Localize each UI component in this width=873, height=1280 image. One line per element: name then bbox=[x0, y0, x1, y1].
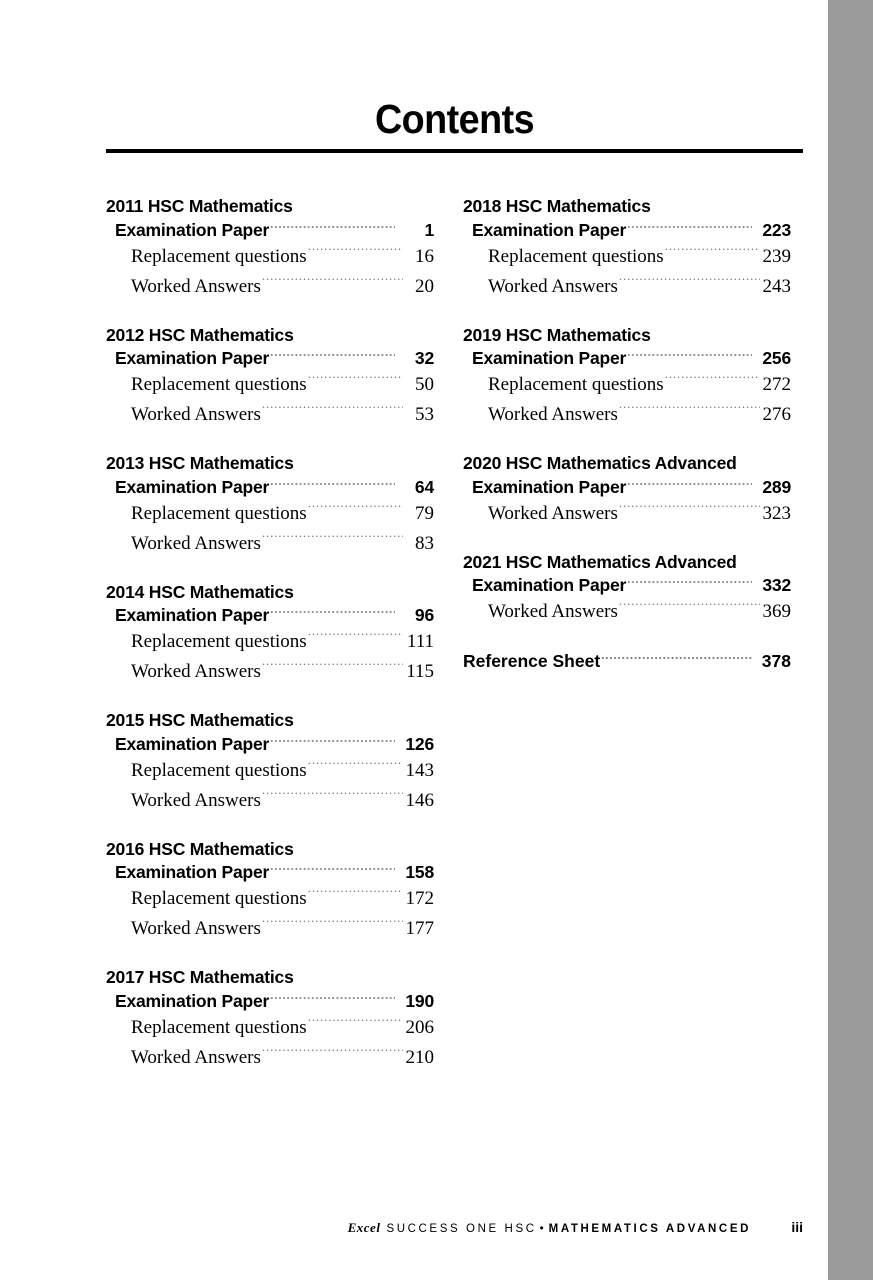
contents-right-column bbox=[463, 195, 791, 673]
dot-leader bbox=[308, 757, 403, 776]
toc-entry[interactable] bbox=[463, 400, 791, 430]
toc-entry-page-number: 177 bbox=[405, 918, 434, 939]
toc-entry[interactable] bbox=[106, 272, 434, 302]
toc-entry-page-number: 276 bbox=[762, 404, 791, 425]
toc-heading-line-2 bbox=[106, 347, 434, 371]
footer-brand: Excel bbox=[347, 1220, 381, 1235]
toc-heading-page-number: 332 bbox=[762, 575, 791, 595]
toc-block bbox=[106, 581, 434, 688]
dot-leader bbox=[619, 273, 760, 292]
toc-heading-page-number: 1 bbox=[424, 219, 434, 240]
toc-entry-page-number: 53 bbox=[415, 404, 434, 425]
toc-heading-page-number: 289 bbox=[762, 476, 791, 497]
toc-heading-line-2 bbox=[106, 989, 434, 1013]
page-title: Contents bbox=[374, 96, 535, 142]
dot-leader bbox=[262, 658, 403, 677]
dot-leader bbox=[270, 218, 395, 236]
toc-heading-label: Examination Paper bbox=[472, 575, 627, 595]
dot-leader bbox=[627, 218, 752, 236]
toc-entry-label: Worked Answers bbox=[131, 789, 261, 811]
toc-heading-page-number: 126 bbox=[405, 733, 434, 754]
dot-leader bbox=[627, 347, 752, 365]
toc-entry-label: Replacement questions bbox=[131, 759, 307, 781]
dot-leader bbox=[270, 732, 395, 750]
toc-block bbox=[106, 324, 434, 431]
toc-entry[interactable] bbox=[106, 1013, 434, 1043]
toc-entry-label: Worked Answers bbox=[131, 404, 261, 425]
title-divider bbox=[106, 149, 803, 153]
toc-heading-line-2 bbox=[106, 218, 434, 242]
toc-entry-page-number: 143 bbox=[405, 759, 434, 781]
dot-leader bbox=[619, 598, 760, 617]
toc-entry-label: Worked Answers bbox=[488, 275, 618, 297]
toc-entry-label: Replacement questions bbox=[131, 502, 307, 524]
dot-leader bbox=[665, 243, 760, 262]
toc-heading-line-2 bbox=[106, 861, 434, 885]
toc-entry-label: Replacement questions bbox=[488, 374, 664, 395]
dot-leader bbox=[270, 604, 395, 622]
toc-entry[interactable] bbox=[463, 597, 791, 627]
dot-leader bbox=[308, 885, 403, 904]
dot-leader bbox=[262, 401, 403, 420]
toc-entry[interactable] bbox=[463, 370, 791, 400]
toc-entry-label: Replacement questions bbox=[488, 245, 664, 267]
toc-heading[interactable] bbox=[106, 581, 434, 628]
toc-heading-line-1: 2014 HSC Mathematics bbox=[106, 581, 294, 602]
toc-entry-label: Worked Answers bbox=[488, 601, 618, 622]
toc-heading-label: Examination Paper bbox=[115, 990, 270, 1011]
toc-entry[interactable] bbox=[106, 499, 434, 529]
toc-entry[interactable] bbox=[463, 242, 791, 272]
footer-subject: MATHEMATICS ADVANCED bbox=[548, 1223, 751, 1235]
toc-entry-page-number: 172 bbox=[405, 888, 434, 909]
toc-heading[interactable] bbox=[106, 452, 434, 499]
toc-entry-label: Replacement questions bbox=[131, 245, 307, 267]
dot-leader bbox=[601, 649, 752, 667]
toc-entry-page-number: 206 bbox=[405, 1016, 434, 1038]
toc-entry-label: Replacement questions bbox=[131, 1016, 307, 1038]
toc-entry-page-number: 272 bbox=[762, 374, 791, 395]
dot-leader bbox=[308, 500, 403, 519]
toc-heading-line-1: 2021 HSC Mathematics Advanced bbox=[463, 551, 737, 572]
dot-leader bbox=[308, 628, 403, 647]
toc-heading[interactable] bbox=[106, 966, 434, 1013]
toc-entry-page-number: 210 bbox=[405, 1046, 434, 1068]
toc-heading[interactable] bbox=[106, 838, 434, 885]
toc-entry-page-number: 239 bbox=[762, 245, 791, 267]
toc-heading-line-2 bbox=[106, 732, 434, 756]
toc-heading[interactable] bbox=[463, 324, 791, 371]
toc-heading-line-1: 2016 HSC Mathematics bbox=[106, 838, 294, 859]
toc-heading-label: Examination Paper bbox=[115, 219, 270, 240]
toc-heading-page-number: 223 bbox=[762, 219, 791, 240]
dot-leader bbox=[262, 530, 403, 549]
dot-leader bbox=[262, 273, 403, 292]
toc-entry-label: Worked Answers bbox=[131, 661, 261, 682]
toc-heading[interactable] bbox=[463, 452, 791, 499]
toc-entry-page-number: 83 bbox=[415, 532, 434, 554]
toc-heading-page-number: 32 bbox=[414, 348, 434, 368]
toc-heading-page-number: 96 bbox=[414, 605, 434, 625]
dot-leader bbox=[308, 1014, 403, 1033]
toc-entry-page-number: 323 bbox=[762, 502, 791, 524]
dot-leader bbox=[619, 401, 760, 420]
toc-heading-line-2 bbox=[106, 604, 434, 628]
toc-entry-page-number: 115 bbox=[406, 661, 434, 682]
toc-heading-line-1: 2020 HSC Mathematics Advanced bbox=[463, 453, 737, 473]
toc-entry-label: Replacement questions bbox=[131, 888, 307, 909]
toc-heading[interactable] bbox=[106, 709, 434, 756]
dot-leader bbox=[262, 915, 403, 934]
toc-heading-line-1: 2015 HSC Mathematics bbox=[106, 710, 294, 730]
toc-heading[interactable] bbox=[106, 195, 434, 242]
toc-heading-label: Examination Paper bbox=[472, 219, 627, 240]
toc-heading-line-2 bbox=[463, 574, 791, 598]
toc-entry-label: Worked Answers bbox=[131, 918, 261, 939]
toc-heading-line-1: 2013 HSC Mathematics bbox=[106, 453, 294, 473]
contents-left-column bbox=[106, 195, 434, 1095]
toc-heading-label: Examination Paper bbox=[115, 733, 270, 754]
toc-heading-line-1: 2011 HSC Mathematics bbox=[106, 196, 293, 216]
toc-entry[interactable] bbox=[106, 756, 434, 786]
toc-entry[interactable] bbox=[106, 786, 434, 816]
toc-heading[interactable] bbox=[463, 195, 791, 242]
toc-entry[interactable] bbox=[463, 499, 791, 529]
toc-block bbox=[106, 709, 434, 816]
toc-entry[interactable] bbox=[106, 1043, 434, 1073]
dot-leader bbox=[627, 574, 752, 592]
dot-leader bbox=[262, 787, 403, 806]
toc-entry[interactable] bbox=[106, 914, 434, 944]
toc-heading-line-1: 2017 HSC Mathematics bbox=[106, 967, 294, 987]
toc-heading-label: Examination Paper bbox=[115, 348, 270, 368]
toc-block bbox=[106, 195, 434, 302]
toc-reference-sheet-label: Reference Sheet bbox=[463, 650, 601, 671]
footer-page-number: iii bbox=[791, 1219, 803, 1235]
toc-entry[interactable] bbox=[106, 657, 434, 687]
toc-entry-page-number: 369 bbox=[762, 601, 791, 622]
toc-heading-page-number: 64 bbox=[414, 476, 434, 497]
toc-block bbox=[463, 195, 791, 302]
toc-entry-page-number: 146 bbox=[405, 789, 434, 811]
toc-entry-page-number: 111 bbox=[406, 631, 434, 652]
toc-block bbox=[106, 838, 434, 945]
toc-heading-line-1: 2019 HSC Mathematics bbox=[463, 324, 651, 345]
toc-entry-page-number: 20 bbox=[415, 275, 434, 297]
toc-entry-label: Worked Answers bbox=[131, 1046, 261, 1068]
toc-heading-page-number: 158 bbox=[405, 862, 434, 882]
toc-heading-line-2 bbox=[106, 475, 434, 499]
page-footer bbox=[106, 1219, 803, 1236]
toc-reference-sheet-entry[interactable] bbox=[463, 649, 791, 673]
toc-heading[interactable] bbox=[463, 551, 791, 598]
toc-heading-page-number: 190 bbox=[405, 990, 434, 1011]
toc-entry-page-number: 16 bbox=[415, 245, 434, 267]
toc-reference-sheet-page-number: 378 bbox=[761, 650, 791, 671]
toc-heading[interactable] bbox=[106, 324, 434, 371]
footer-series: SUCCESS ONE HSC bbox=[386, 1223, 537, 1235]
toc-entry[interactable] bbox=[106, 370, 434, 400]
toc-entry-label: Worked Answers bbox=[131, 532, 261, 554]
toc-entry-label: Replacement questions bbox=[131, 374, 307, 395]
toc-entry[interactable] bbox=[463, 272, 791, 302]
toc-entry-label: Worked Answers bbox=[131, 275, 261, 297]
toc-entry-page-number: 243 bbox=[762, 275, 791, 297]
page-edge-band bbox=[828, 0, 873, 1280]
toc-heading-label: Examination Paper bbox=[472, 348, 627, 368]
toc-heading-label: Examination Paper bbox=[115, 476, 270, 497]
dot-leader bbox=[619, 500, 760, 519]
toc-block bbox=[106, 452, 434, 559]
toc-block bbox=[463, 551, 791, 628]
dot-leader bbox=[270, 347, 395, 365]
dot-leader bbox=[665, 371, 760, 390]
toc-entry-page-number: 79 bbox=[415, 502, 434, 524]
dot-leader bbox=[262, 1044, 403, 1063]
toc-heading-label: Examination Paper bbox=[115, 605, 270, 625]
toc-heading-line-1: 2012 HSC Mathematics bbox=[106, 324, 294, 345]
toc-block bbox=[463, 452, 791, 529]
dot-leader bbox=[270, 989, 395, 1007]
toc-heading-page-number: 256 bbox=[762, 348, 791, 368]
dot-leader bbox=[270, 861, 395, 879]
toc-entry-label: Replacement questions bbox=[131, 631, 307, 652]
toc-entry-page-number: 50 bbox=[415, 374, 434, 395]
toc-block bbox=[463, 324, 791, 431]
dot-leader bbox=[308, 371, 403, 390]
dot-leader bbox=[308, 243, 403, 262]
toc-block bbox=[106, 966, 434, 1073]
toc-entry[interactable] bbox=[106, 529, 434, 559]
dot-leader bbox=[270, 475, 395, 493]
toc-heading-label: Examination Paper bbox=[472, 476, 627, 497]
toc-heading-label: Examination Paper bbox=[115, 862, 270, 882]
toc-entry-label: Worked Answers bbox=[488, 502, 618, 524]
toc-heading-line-1: 2018 HSC Mathematics bbox=[463, 196, 651, 216]
toc-entry[interactable] bbox=[106, 242, 434, 272]
dot-leader bbox=[627, 475, 752, 493]
toc-heading-line-2 bbox=[463, 347, 791, 371]
toc-heading-line-2 bbox=[463, 475, 791, 499]
toc-entry-label: Worked Answers bbox=[488, 404, 618, 425]
toc-heading-line-2 bbox=[463, 218, 791, 242]
toc-entry[interactable] bbox=[106, 627, 434, 657]
toc-entry[interactable] bbox=[106, 884, 434, 914]
footer-separator-dot: • bbox=[539, 1223, 544, 1235]
toc-entry[interactable] bbox=[106, 400, 434, 430]
